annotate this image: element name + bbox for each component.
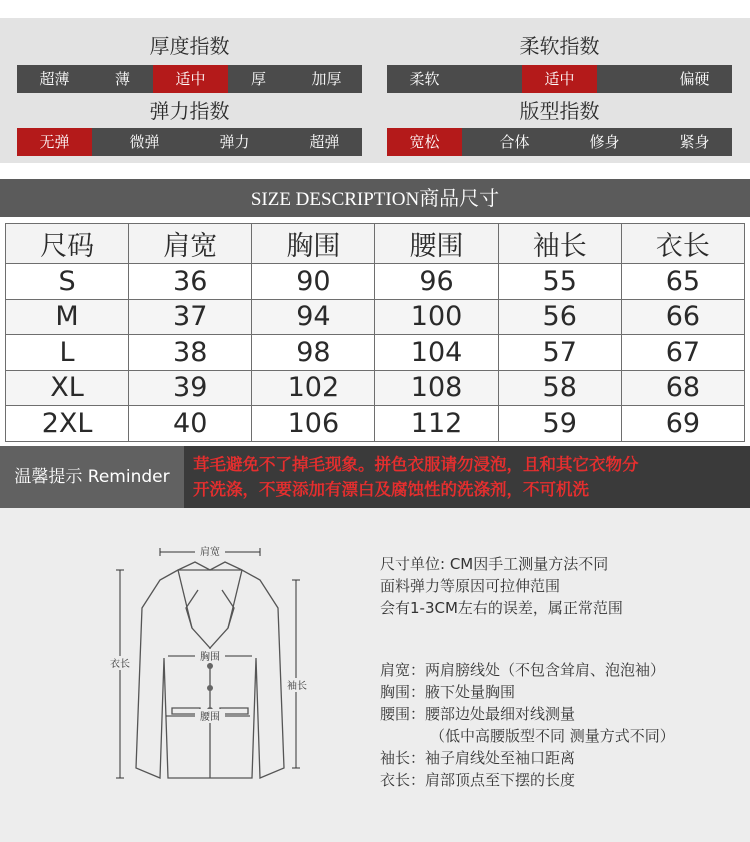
fit-option-tight: 紧身 <box>679 133 710 151</box>
reminder-label: 温馨提示 Reminder <box>0 446 184 508</box>
table-cell: 58 <box>498 370 621 406</box>
table-cell: 40 <box>129 406 252 442</box>
softness-option-hard: 偏硬 <box>679 70 710 88</box>
def-chest: 胸围：腋下处量胸围 <box>380 683 516 701</box>
table-cell: 102 <box>252 370 375 406</box>
thickness-option-extrathick: 加厚 <box>311 70 342 88</box>
def-shoulder: 肩宽：两肩膀线处（不包含耸肩、泡泡袖） <box>380 661 666 679</box>
header-length: 衣长 <box>621 224 744 264</box>
table-cell: 100 <box>375 299 498 335</box>
elasticity-option-slight: 微弹 <box>129 133 160 151</box>
size-header-english: SIZE DESCRIPTION <box>250 189 420 210</box>
header-chest: 胸围 <box>252 224 375 264</box>
fit-title: 版型指数 <box>519 99 600 123</box>
measurement-notes <box>380 553 740 791</box>
softness-bar <box>387 65 732 93</box>
table-cell: 90 <box>252 264 375 300</box>
table-cell: 2XL <box>6 406 129 442</box>
table-cell: 108 <box>375 370 498 406</box>
table-cell: 106 <box>252 406 375 442</box>
measurement-guide <box>0 508 750 842</box>
size-header-chinese: 商品尺寸 <box>419 186 500 210</box>
reminder-line-2: 开洗涤，不要添加有漂白及腐蚀性的洗涤剂，不可机洗 <box>193 480 589 499</box>
size-table-header-row <box>6 224 745 264</box>
diagram-label-length: 衣长 <box>110 659 130 670</box>
thickness-option-ultrathin: 超薄 <box>39 70 70 88</box>
table-cell: 104 <box>375 335 498 371</box>
header-shoulder: 肩宽 <box>129 224 252 264</box>
table-cell: 37 <box>129 299 252 335</box>
note-stretch: 面料弹力等原因可拉伸范围 <box>380 577 561 595</box>
elasticity-title: 弹力指数 <box>149 99 230 123</box>
table-cell: 56 <box>498 299 621 335</box>
fit-option-regular: 合体 <box>499 133 530 151</box>
table-cell: 112 <box>375 406 498 442</box>
table-cell: 65 <box>621 264 744 300</box>
fit-option-loose: 宽松 <box>387 128 462 156</box>
table-row <box>6 335 745 371</box>
softness-option-medium: 适中 <box>522 65 597 93</box>
table-cell: L <box>6 335 129 371</box>
header-sleeve: 袖长 <box>498 224 621 264</box>
reminder-text <box>193 452 745 502</box>
reminder-banner <box>0 446 750 508</box>
table-cell: 66 <box>621 299 744 335</box>
elasticity-option-super: 超弹 <box>309 133 340 151</box>
elasticity-option-elastic: 弹力 <box>219 133 250 151</box>
note-tolerance: 会有1-3CM左右的误差，属正常范围 <box>380 599 623 617</box>
table-cell: 96 <box>375 264 498 300</box>
size-table <box>5 223 745 442</box>
table-cell: 94 <box>252 299 375 335</box>
diagram-label-waist: 腰围 <box>200 712 220 723</box>
def-waist-note: （低中高腰版型不同 测量方式不同） <box>430 727 675 745</box>
table-row <box>6 264 745 300</box>
elasticity-bar <box>17 128 362 156</box>
header-size: 尺码 <box>6 224 129 264</box>
header-waist: 腰围 <box>375 224 498 264</box>
thickness-title: 厚度指数 <box>149 34 230 58</box>
table-cell: 39 <box>129 370 252 406</box>
table-row <box>6 370 745 406</box>
softness-option-soft: 柔软 <box>409 70 440 88</box>
thickness-option-medium: 适中 <box>153 65 228 93</box>
table-cell: M <box>6 299 129 335</box>
fabric-index-section <box>0 18 750 163</box>
table-row <box>6 406 745 442</box>
thickness-option-thin: 薄 <box>114 70 130 88</box>
table-row <box>6 299 745 335</box>
table-cell: 59 <box>498 406 621 442</box>
fit-option-slim: 修身 <box>589 133 620 151</box>
def-sleeve: 袖长：袖子肩线处至袖口距离 <box>380 749 576 767</box>
def-waist: 腰围：腰部边处最细对线测量 <box>380 705 576 723</box>
def-length: 衣长：肩部顶点至下摆的长度 <box>380 771 576 789</box>
table-cell: 67 <box>621 335 744 371</box>
table-cell: 36 <box>129 264 252 300</box>
table-cell: 38 <box>129 335 252 371</box>
thickness-bar <box>17 65 362 93</box>
jacket-outline-icon <box>136 562 284 778</box>
thickness-option-thick: 厚 <box>250 70 266 88</box>
size-description-header <box>0 179 750 217</box>
table-cell: 68 <box>621 370 744 406</box>
diagram-label-sleeve: 袖长 <box>287 681 307 692</box>
note-unit: 尺寸单位: CM因手工测量方法不同 <box>380 555 609 573</box>
table-cell: 69 <box>621 406 744 442</box>
table-cell: XL <box>6 370 129 406</box>
table-cell: S <box>6 264 129 300</box>
reminder-line-1: 茸毛避免不了掉毛现象。拼色衣服请勿浸泡，且和其它衣物分 <box>193 455 639 474</box>
diagram-label-chest: 胸围 <box>200 652 220 663</box>
softness-title: 柔软指数 <box>519 34 600 58</box>
table-cell: 55 <box>498 264 621 300</box>
fit-bar <box>387 128 732 156</box>
table-cell: 98 <box>252 335 375 371</box>
elasticity-option-none: 无弹 <box>17 128 92 156</box>
diagram-label-shoulder: 肩宽 <box>200 547 220 558</box>
table-cell: 57 <box>498 335 621 371</box>
jacket-measurement-diagram <box>100 538 340 798</box>
